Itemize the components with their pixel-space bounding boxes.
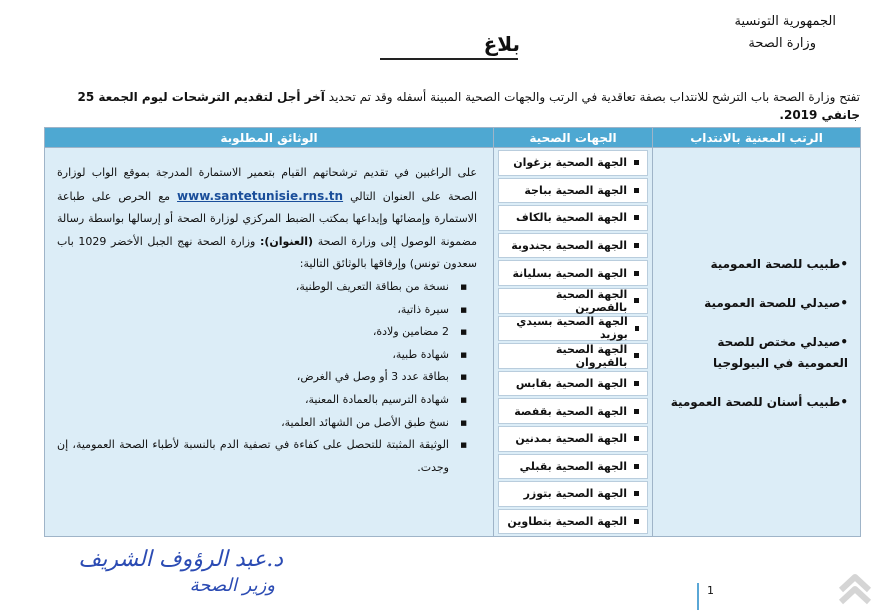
entity-row [498, 150, 648, 176]
role-item: •طبيب أسنان للصحة العمومية [670, 394, 848, 409]
signature-title: وزير الصحة [189, 575, 275, 596]
list-item: ■ سيرة ذاتية، [57, 299, 467, 322]
entity-row [498, 178, 648, 204]
entity-row [498, 205, 648, 231]
entity-row [498, 509, 648, 535]
documents-text-2: مع الحرص على طباعة الاستمارة وإمضائها وإيداعها بمكتب الضبط المركزي لوزارة الصحة أو إرسالها بواسطة رسالة مضمونة الوصول إلى وزارة الصحة [57, 189, 477, 248]
address-label: (العنوان): [259, 234, 314, 248]
entity-label: الجهة الصحية بالكاف [516, 211, 627, 225]
role-item: •صيدلي للصحة العمومية [704, 295, 848, 310]
intro-deadline: آخر أجل لتقديم الترشحات ليوم الجمعة 25 جانفي 2019. [77, 90, 860, 122]
entity-row [498, 481, 648, 507]
intro-paragraph [60, 88, 860, 124]
entity-label: الجهة الصحية بجندوبة [511, 239, 627, 253]
entity-label: الجهة الصحية بزغوان [513, 156, 627, 170]
list-item: ■ بطاقة عدد 3 أو وصل في الغرض، [57, 366, 467, 389]
signature-name: د.عبد الرؤوف الشريف [78, 547, 283, 572]
square-bullet-icon [634, 464, 639, 469]
documents-cell [45, 148, 494, 537]
document-title-text: بلاغ [483, 32, 520, 56]
signature [78, 545, 283, 600]
role-item: •طبيب للصحة العمومية [710, 256, 848, 271]
square-bullet-icon [634, 160, 639, 165]
entities-cell [494, 148, 653, 537]
square-bullet-icon [634, 215, 639, 220]
entity-row [498, 371, 648, 397]
intro-text: تفتح وزارة الصحة باب الترشح للانتداب بصفة تعاقدية في الرتب والجهات الصحية المبينة أسفله وقد تم تحديد [328, 90, 860, 104]
square-bullet-icon [635, 326, 639, 331]
header-documents: الوثائق المطلوبة [45, 128, 494, 148]
entity-label: الجهة الصحية بسيدي بوزيد [516, 315, 628, 342]
republic-label: الجمهورية التونسية [734, 14, 836, 29]
entity-row [498, 233, 648, 259]
square-bullet-icon [634, 519, 639, 524]
square-bullet-icon [634, 409, 639, 414]
square-bullet-icon [634, 271, 639, 276]
page-number: 1 [697, 583, 714, 610]
entity-label: الجهة الصحية بسليانة [512, 266, 627, 280]
list-item: ■ الوثيقة المثبتة للتحصل على كفاءة في تصفية الدم بالنسبة لأطباء الصحة العمومية، إن وجدت. [57, 434, 467, 479]
required-documents-list [57, 276, 477, 479]
entity-label: الجهة الصحية بتوزر [523, 487, 627, 501]
entity-row [498, 288, 648, 314]
entity-label: الجهة الصحية بقبلي [519, 459, 627, 473]
entity-row [498, 343, 648, 369]
square-bullet-icon [634, 243, 639, 248]
roles-cell [653, 148, 861, 537]
entity-row [498, 454, 648, 480]
list-item: ■ شهادة الترسيم بالعمادة المعنية، [57, 389, 467, 412]
double-chevron-up-icon[interactable] [835, 568, 875, 608]
entity-label: الجهة الصحية بقابس [515, 377, 627, 391]
documents-text-1: على الراغبين في تقديم ترشحاتهم القيام بتعمير الاستمارة المدرجة بموقع الواب لوزارة الصحة على العنوان التالي [57, 166, 478, 203]
entity-label: الجهة الصحية بتطاوين [507, 515, 627, 529]
title-underline [380, 58, 518, 60]
header-roles: الرتب المعنية بالانتداب [653, 128, 861, 148]
entity-label: الجهة الصحية بمدنين [515, 432, 627, 446]
square-bullet-icon [634, 353, 639, 358]
square-bullet-icon [634, 436, 639, 441]
entity-label: الجهة الصحية بالقيروان [555, 342, 628, 369]
entity-row [498, 316, 648, 342]
header-entities: الجهات الصحية [494, 128, 653, 148]
table-header-row [45, 128, 861, 148]
square-bullet-icon [634, 188, 639, 193]
square-bullet-icon [634, 491, 639, 496]
square-bullet-icon [634, 298, 639, 303]
address-text: وزارة الصحة نهج الجبل الأخضر 1029 باب سعدون تونس) وإرفاقها بالوثائق التالية: [57, 234, 477, 271]
ministry-label: وزارة الصحة [748, 36, 816, 51]
square-bullet-icon [634, 381, 639, 386]
recruitment-table [44, 127, 861, 537]
list-item: ■ شهادة طبية، [57, 344, 467, 367]
entity-row [498, 260, 648, 286]
list-item: ■ نسخة من بطاقة التعريف الوطنية، [57, 276, 467, 299]
table-body-row [45, 148, 861, 537]
entity-label: الجهة الصحية بباجة [524, 183, 627, 197]
list-item: ■ نسخ طبق الأصل من الشهائد العلمية، [57, 412, 467, 435]
website-link[interactable]: www.santetunisie.rns.tn [177, 188, 344, 203]
entity-label: الجهة الصحية بالقصرين [555, 287, 628, 314]
documents-paragraph [57, 162, 477, 276]
entity-row [498, 426, 648, 452]
role-item: •صيدلي مختص للصحة العمومية في البيولوجيا [713, 334, 848, 370]
entity-row [498, 398, 648, 424]
entity-label: الجهة الصحية بقفصة [514, 404, 627, 418]
list-item: ■ 2 مضامين ولادة، [57, 321, 467, 344]
document-title [378, 32, 520, 60]
